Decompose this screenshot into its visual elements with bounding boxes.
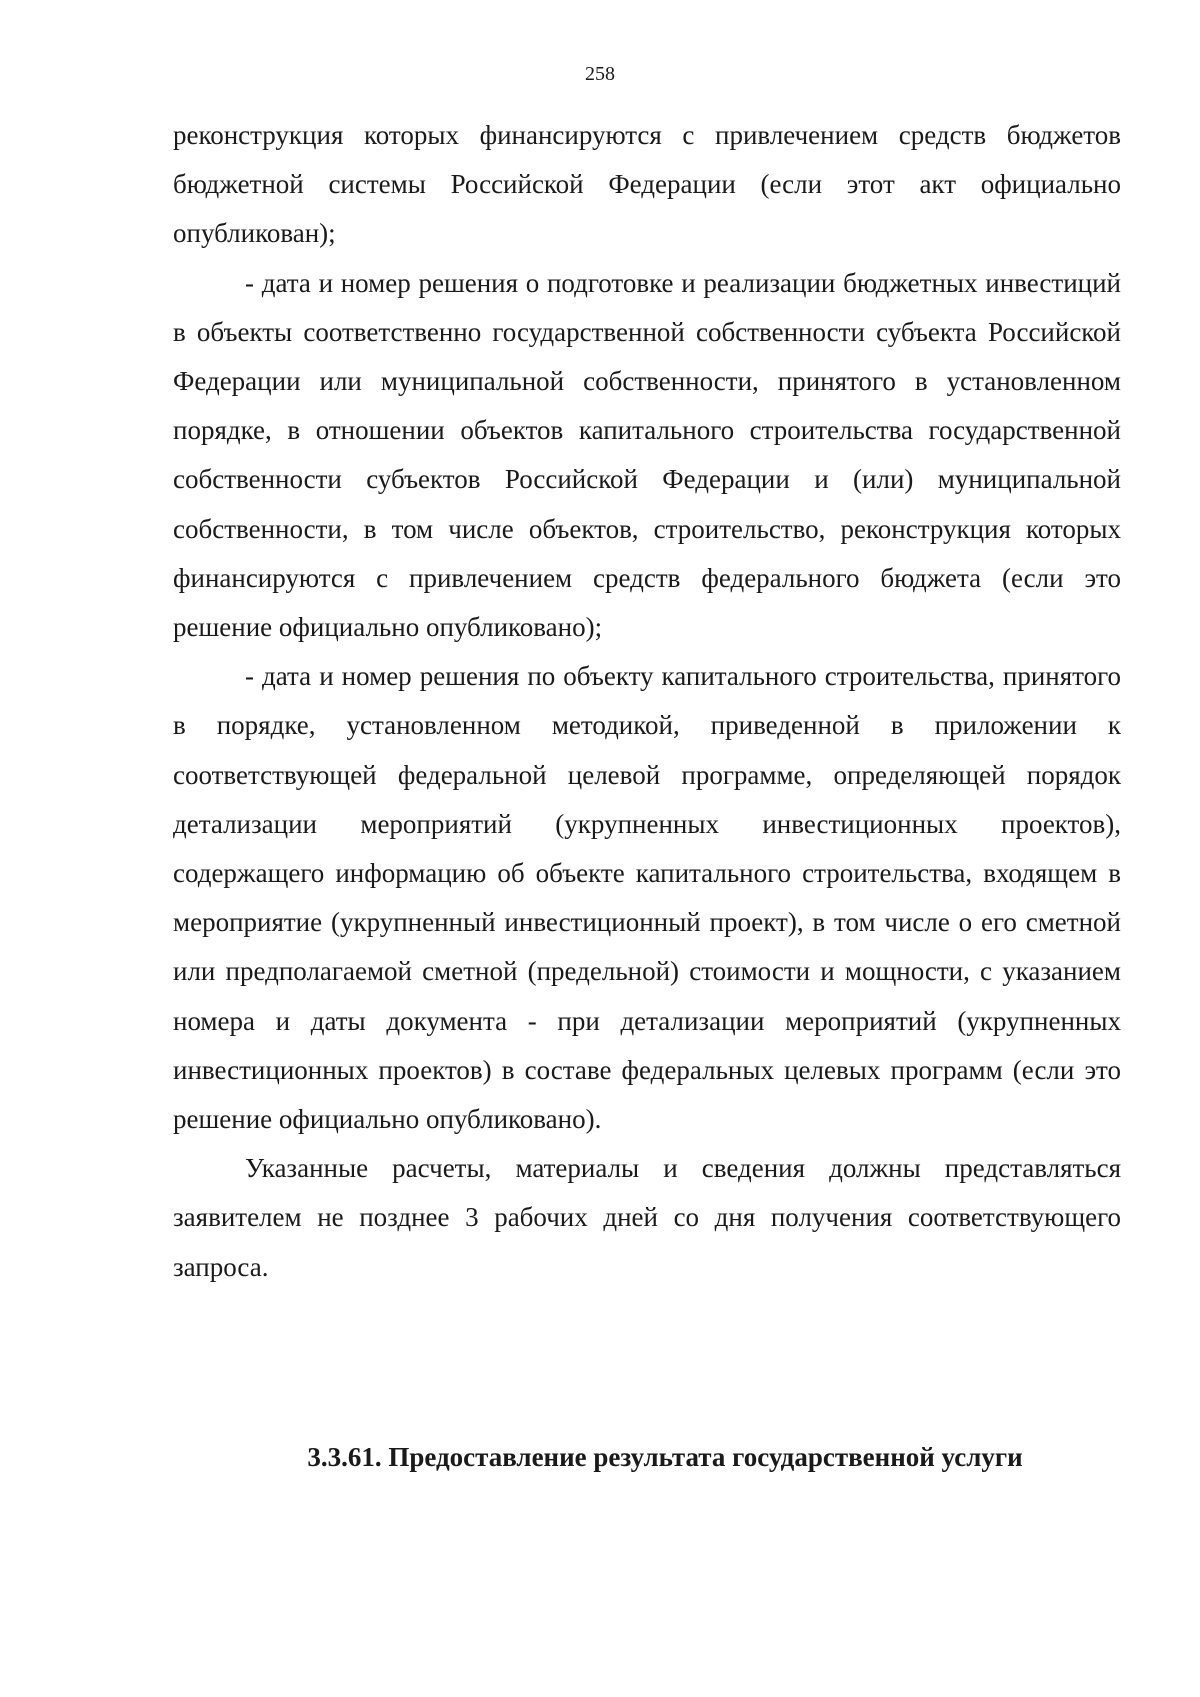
paragraph-capital-construction-decision: - дата и номер решения по объекту капитального строительства, принятого в порядке, установленном методикой, приведенной в приложении к соответствующей федеральной целевой программе, определяющей порядок детализации мероприятий (укрупненных инвестиционных проектов), содержащего информацию об объекте капитального строительства, входящем в мероприятие (укрупненный инвестиционный проект), в том числе о его сметной или предполагаемой сметной (предельной) стоимости и мощности, с указанием номера и даты документа - при детализации мероприятий (укрупненных инвестиционных проектов) в составе федеральных целевых программ (если это решение официально опубликовано).: [173, 661, 1121, 1135]
paragraph-submission-deadline: Указанные расчеты, материалы и сведения должны представляться заявителем не позднее 3 рабочих дней со дня получения соответствующего запроса.: [173, 1153, 1121, 1282]
paragraph-continuation: реконструкция которых финансируются с привлечением средств бюджетов бюджетной системы Российской Федерации (если этот акт официально опубликован);: [173, 120, 1121, 249]
paragraph-budget-investment-decision: - дата и номер решения о подготовке и реализации бюджетных инвестиций в объекты соответственно государственной собственности субъекта Российской Федерации или муниципальной собственности, принятого в установленном порядке, в отношении объектов капитального строительства государственной собственности субъектов Российской Федерации и (или) муниципальной собственности, в том числе объектов, строительство, реконструкция которых финансируются с привлечением средств федерального бюджета (если это решение официально опубликовано);: [173, 267, 1121, 643]
section-heading: 3.3.61. Предоставление результата государственной услуги: [307, 1442, 1023, 1472]
page-number: 258: [585, 63, 615, 85]
document-body: [173, 111, 1121, 1292]
